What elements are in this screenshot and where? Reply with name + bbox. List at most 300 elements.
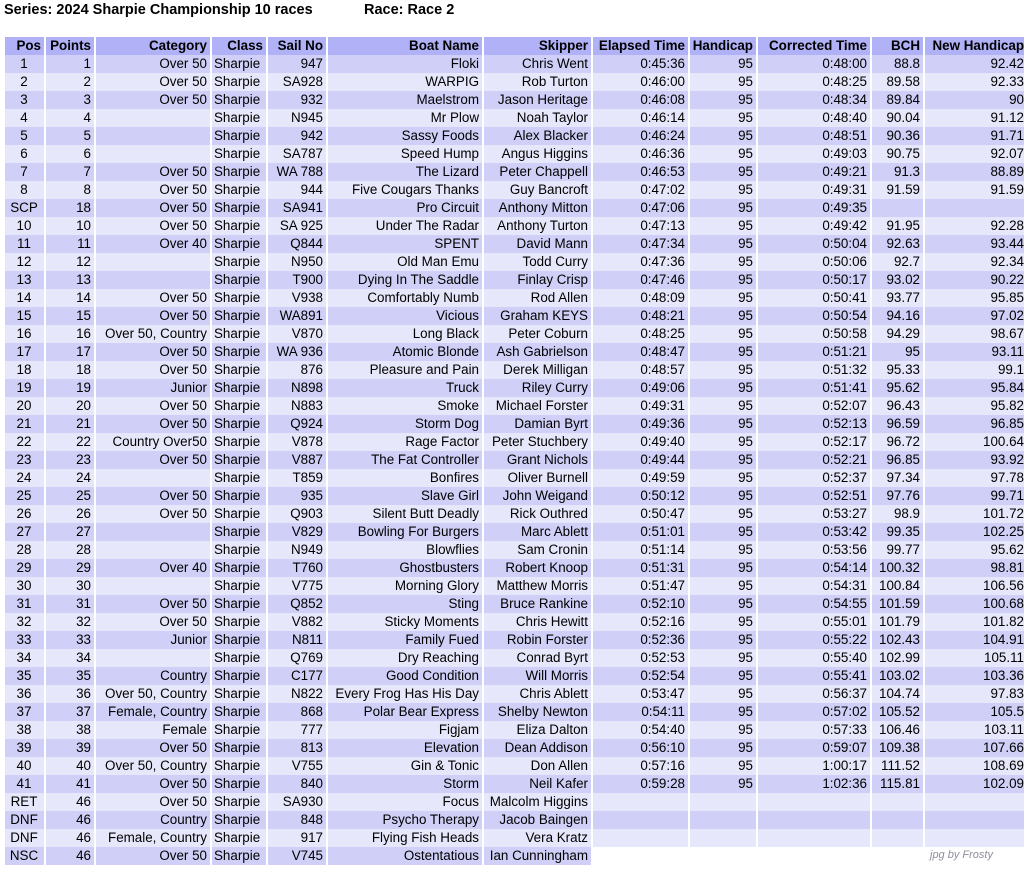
table-row <box>5 127 1024 145</box>
cell-corrected-time <box>758 829 870 847</box>
cell-category: Over 50 <box>96 451 210 469</box>
cell-boat-name: Floki <box>328 55 482 73</box>
cell-sail-no: N949 <box>268 541 326 559</box>
cell-points: 24 <box>46 469 94 487</box>
cell-sail-no: N811 <box>268 631 326 649</box>
cell-boat-name: Blowflies <box>328 541 482 559</box>
cell-skipper: Jacob Baingen <box>484 811 591 829</box>
cell-elapsed-time: 0:47:46 <box>593 271 688 289</box>
cell-handicap: 95 <box>690 145 756 163</box>
cell-class: Sharpie <box>212 289 266 307</box>
cell-handicap: 95 <box>690 379 756 397</box>
cell-elapsed-time: 0:46:00 <box>593 73 688 91</box>
cell-points: 40 <box>46 757 94 775</box>
cell-boat-name: Rage Factor <box>328 433 482 451</box>
cell-new-handicap: 101.82 <box>925 613 1024 631</box>
cell-category: Over 50 <box>96 739 210 757</box>
cell-skipper: Sam Cronin <box>484 541 591 559</box>
cell-class: Sharpie <box>212 91 266 109</box>
cell-bch: 96.43 <box>872 397 923 415</box>
cell-new-handicap: 103.11 <box>925 721 1024 739</box>
cell-corrected-time <box>758 847 870 865</box>
cell-boat-name: Flying Fish Heads <box>328 829 482 847</box>
cell-handicap: 95 <box>690 235 756 253</box>
column-header-skipper: Skipper <box>484 37 591 55</box>
cell-corrected-time: 0:53:42 <box>758 523 870 541</box>
cell-handicap: 95 <box>690 397 756 415</box>
cell-skipper: Will Morris <box>484 667 591 685</box>
cell-sail-no: Q924 <box>268 415 326 433</box>
cell-class: Sharpie <box>212 109 266 127</box>
cell-boat-name: Sting <box>328 595 482 613</box>
cell-new-handicap: 95.85 <box>925 289 1024 307</box>
cell-sail-no: N883 <box>268 397 326 415</box>
cell-class: Sharpie <box>212 343 266 361</box>
cell-points: 46 <box>46 829 94 847</box>
cell-category <box>96 649 210 667</box>
table-row <box>5 55 1024 73</box>
cell-boat-name: Gin & Tonic <box>328 757 482 775</box>
cell-bch: 90.04 <box>872 109 923 127</box>
cell-bch: 104.74 <box>872 685 923 703</box>
cell-elapsed-time: 0:51:47 <box>593 577 688 595</box>
cell-bch: 109.38 <box>872 739 923 757</box>
cell-handicap: 95 <box>690 199 756 217</box>
cell-category: Female <box>96 721 210 739</box>
cell-elapsed-time: 0:48:21 <box>593 307 688 325</box>
table-row <box>5 523 1024 541</box>
table-row <box>5 289 1024 307</box>
cell-new-handicap: 88.89 <box>925 163 1024 181</box>
cell-new-handicap: 95.62 <box>925 541 1024 559</box>
cell-sail-no: V745 <box>268 847 326 865</box>
cell-handicap: 95 <box>690 289 756 307</box>
cell-bch: 101.59 <box>872 595 923 613</box>
cell-points: 10 <box>46 217 94 235</box>
cell-new-handicap: 93.11 <box>925 343 1024 361</box>
cell-new-handicap: 100.64 <box>925 433 1024 451</box>
cell-new-handicap: 97.78 <box>925 469 1024 487</box>
cell-handicap: 95 <box>690 109 756 127</box>
cell-skipper: Jason Heritage <box>484 91 591 109</box>
cell-boat-name: Truck <box>328 379 482 397</box>
cell-elapsed-time: 0:46:14 <box>593 109 688 127</box>
cell-skipper: Graham KEYS <box>484 307 591 325</box>
column-header-sail-no: Sail No <box>268 37 326 55</box>
cell-class: Sharpie <box>212 487 266 505</box>
cell-elapsed-time: 0:46:24 <box>593 127 688 145</box>
cell-sail-no: V775 <box>268 577 326 595</box>
cell-pos: 37 <box>5 703 44 721</box>
cell-bch: 91.95 <box>872 217 923 235</box>
cell-pos: 34 <box>5 649 44 667</box>
column-header-new-handicap: New Handicap <box>925 37 1024 55</box>
cell-pos: 12 <box>5 253 44 271</box>
cell-elapsed-time: 0:50:12 <box>593 487 688 505</box>
cell-pos: 20 <box>5 397 44 415</box>
cell-elapsed-time: 0:54:11 <box>593 703 688 721</box>
cell-class: Sharpie <box>212 253 266 271</box>
table-row <box>5 379 1024 397</box>
cell-points: 8 <box>46 181 94 199</box>
cell-boat-name: Pleasure and Pain <box>328 361 482 379</box>
cell-elapsed-time: 0:48:47 <box>593 343 688 361</box>
cell-sail-no: 868 <box>268 703 326 721</box>
cell-corrected-time: 0:48:40 <box>758 109 870 127</box>
cell-bch: 89.58 <box>872 73 923 91</box>
cell-bch <box>872 199 923 217</box>
cell-class: Sharpie <box>212 73 266 91</box>
cell-corrected-time: 0:50:41 <box>758 289 870 307</box>
cell-elapsed-time: 0:46:08 <box>593 91 688 109</box>
cell-bch: 115.81 <box>872 775 923 793</box>
cell-new-handicap: 104.91 <box>925 631 1024 649</box>
cell-corrected-time: 0:49:21 <box>758 163 870 181</box>
table-row <box>5 253 1024 271</box>
cell-class: Sharpie <box>212 55 266 73</box>
cell-class: Sharpie <box>212 595 266 613</box>
cell-elapsed-time: 0:53:47 <box>593 685 688 703</box>
cell-new-handicap: 107.66 <box>925 739 1024 757</box>
cell-pos: 23 <box>5 451 44 469</box>
cell-corrected-time: 0:55:22 <box>758 631 870 649</box>
cell-handicap: 95 <box>690 325 756 343</box>
cell-new-handicap: 99.1 <box>925 361 1024 379</box>
cell-class: Sharpie <box>212 127 266 145</box>
cell-boat-name: Figjam <box>328 721 482 739</box>
cell-class: Sharpie <box>212 721 266 739</box>
cell-points: 21 <box>46 415 94 433</box>
cell-skipper: Rick Outhred <box>484 505 591 523</box>
cell-handicap: 95 <box>690 613 756 631</box>
cell-elapsed-time: 0:47:13 <box>593 217 688 235</box>
cell-boat-name: Maelstrom <box>328 91 482 109</box>
cell-pos: 39 <box>5 739 44 757</box>
cell-elapsed-time: 0:47:36 <box>593 253 688 271</box>
cell-points: 41 <box>46 775 94 793</box>
cell-skipper: Rob Turton <box>484 73 591 91</box>
cell-new-handicap: 98.81 <box>925 559 1024 577</box>
cell-points: 13 <box>46 271 94 289</box>
cell-skipper: Chris Hewitt <box>484 613 591 631</box>
cell-sail-no: SA928 <box>268 73 326 91</box>
cell-corrected-time: 0:52:21 <box>758 451 870 469</box>
cell-sail-no: V870 <box>268 325 326 343</box>
cell-pos: 5 <box>5 127 44 145</box>
cell-elapsed-time: 0:46:53 <box>593 163 688 181</box>
cell-points: 17 <box>46 343 94 361</box>
cell-class: Sharpie <box>212 235 266 253</box>
cell-bch: 91.59 <box>872 181 923 199</box>
cell-handicap: 95 <box>690 523 756 541</box>
cell-new-handicap: 99.71 <box>925 487 1024 505</box>
cell-elapsed-time: 0:47:02 <box>593 181 688 199</box>
cell-skipper: Rod Allen <box>484 289 591 307</box>
cell-sail-no: 840 <box>268 775 326 793</box>
cell-sail-no: 935 <box>268 487 326 505</box>
cell-class: Sharpie <box>212 523 266 541</box>
table-row <box>5 667 1024 685</box>
cell-corrected-time: 0:50:04 <box>758 235 870 253</box>
cell-new-handicap: 103.36 <box>925 667 1024 685</box>
cell-corrected-time: 0:50:54 <box>758 307 870 325</box>
table-row <box>5 361 1024 379</box>
cell-sail-no: WA 788 <box>268 163 326 181</box>
cell-elapsed-time: 0:51:01 <box>593 523 688 541</box>
cell-skipper: Finlay Crisp <box>484 271 591 289</box>
cell-class: Sharpie <box>212 829 266 847</box>
cell-class: Sharpie <box>212 451 266 469</box>
cell-pos: 41 <box>5 775 44 793</box>
table-row <box>5 739 1024 757</box>
cell-corrected-time: 0:54:55 <box>758 595 870 613</box>
cell-elapsed-time: 0:47:34 <box>593 235 688 253</box>
cell-corrected-time: 0:55:41 <box>758 667 870 685</box>
cell-boat-name: Mr Plow <box>328 109 482 127</box>
cell-class: Sharpie <box>212 199 266 217</box>
cell-sail-no: 876 <box>268 361 326 379</box>
table-row <box>5 487 1024 505</box>
cell-pos: SCP <box>5 199 44 217</box>
cell-boat-name: Good Condition <box>328 667 482 685</box>
column-header-bch: BCH <box>872 37 923 55</box>
cell-corrected-time: 0:52:37 <box>758 469 870 487</box>
cell-pos: 8 <box>5 181 44 199</box>
cell-sail-no: 813 <box>268 739 326 757</box>
cell-sail-no: 917 <box>268 829 326 847</box>
cell-sail-no: V938 <box>268 289 326 307</box>
cell-handicap: 95 <box>690 685 756 703</box>
column-header-category: Category <box>96 37 210 55</box>
table-row <box>5 775 1024 793</box>
cell-boat-name: WARPIG <box>328 73 482 91</box>
cell-corrected-time: 0:48:00 <box>758 55 870 73</box>
cell-pos: DNF <box>5 811 44 829</box>
cell-sail-no: T760 <box>268 559 326 577</box>
cell-skipper: John Weigand <box>484 487 591 505</box>
cell-category: Over 50 <box>96 199 210 217</box>
cell-pos: 27 <box>5 523 44 541</box>
cell-corrected-time: 0:50:17 <box>758 271 870 289</box>
cell-elapsed-time: 0:49:44 <box>593 451 688 469</box>
cell-corrected-time: 0:57:02 <box>758 703 870 721</box>
column-header-boat-name: Boat Name <box>328 37 482 55</box>
cell-category: Over 50 <box>96 847 210 865</box>
cell-points: 25 <box>46 487 94 505</box>
cell-points: 22 <box>46 433 94 451</box>
cell-pos: 33 <box>5 631 44 649</box>
cell-points: 30 <box>46 577 94 595</box>
cell-corrected-time: 0:52:07 <box>758 397 870 415</box>
cell-corrected-time: 0:49:42 <box>758 217 870 235</box>
cell-pos: 14 <box>5 289 44 307</box>
cell-handicap: 95 <box>690 217 756 235</box>
cell-elapsed-time <box>593 829 688 847</box>
cell-handicap: 95 <box>690 127 756 145</box>
cell-corrected-time: 0:52:13 <box>758 415 870 433</box>
cell-boat-name: Sassy Foods <box>328 127 482 145</box>
cell-elapsed-time: 0:48:25 <box>593 325 688 343</box>
header-row <box>5 37 1024 55</box>
cell-category: Over 40 <box>96 559 210 577</box>
table-row <box>5 541 1024 559</box>
race-title: Race: Race 2 <box>364 2 455 18</box>
cell-pos: 11 <box>5 235 44 253</box>
cell-skipper: Noah Taylor <box>484 109 591 127</box>
cell-category <box>96 541 210 559</box>
cell-new-handicap: 92.42 <box>925 55 1024 73</box>
cell-new-handicap <box>925 829 1024 847</box>
cell-skipper: Shelby Newton <box>484 703 591 721</box>
cell-points: 15 <box>46 307 94 325</box>
cell-boat-name: Under The Radar <box>328 217 482 235</box>
cell-skipper: Marc Ablett <box>484 523 591 541</box>
cell-pos: 35 <box>5 667 44 685</box>
cell-points: 31 <box>46 595 94 613</box>
table-row <box>5 721 1024 739</box>
cell-pos: 40 <box>5 757 44 775</box>
cell-sail-no: Q903 <box>268 505 326 523</box>
cell-sail-no: SA787 <box>268 145 326 163</box>
cell-corrected-time: 0:53:27 <box>758 505 870 523</box>
cell-category: Junior <box>96 631 210 649</box>
cell-pos: 36 <box>5 685 44 703</box>
table-row <box>5 451 1024 469</box>
cell-corrected-time: 0:59:07 <box>758 739 870 757</box>
cell-skipper: Peter Chappell <box>484 163 591 181</box>
cell-new-handicap: 93.92 <box>925 451 1024 469</box>
cell-bch: 100.32 <box>872 559 923 577</box>
cell-sail-no: 848 <box>268 811 326 829</box>
cell-category: Over 50 <box>96 73 210 91</box>
cell-bch: 94.16 <box>872 307 923 325</box>
cell-elapsed-time: 0:52:10 <box>593 595 688 613</box>
cell-handicap: 95 <box>690 253 756 271</box>
cell-handicap: 95 <box>690 649 756 667</box>
cell-bch <box>872 811 923 829</box>
table-row <box>5 397 1024 415</box>
cell-corrected-time: 0:49:31 <box>758 181 870 199</box>
cell-class: Sharpie <box>212 271 266 289</box>
cell-boat-name: Dry Reaching <box>328 649 482 667</box>
results-table <box>3 37 1024 865</box>
table-row <box>5 91 1024 109</box>
cell-elapsed-time <box>593 847 688 865</box>
cell-pos: 16 <box>5 325 44 343</box>
series-title: Series: 2024 Sharpie Championship 10 races <box>4 2 313 18</box>
cell-handicap <box>690 829 756 847</box>
cell-points: 16 <box>46 325 94 343</box>
cell-new-handicap <box>925 199 1024 217</box>
cell-category: Over 50 <box>96 181 210 199</box>
cell-category: Country Over50 <box>96 433 210 451</box>
cell-skipper: Conrad Byrt <box>484 649 591 667</box>
cell-elapsed-time: 0:52:16 <box>593 613 688 631</box>
cell-skipper: Guy Bancroft <box>484 181 591 199</box>
cell-pos: 7 <box>5 163 44 181</box>
table-row <box>5 163 1024 181</box>
cell-boat-name: Dying In The Saddle <box>328 271 482 289</box>
cell-sail-no: Q844 <box>268 235 326 253</box>
cell-pos: 17 <box>5 343 44 361</box>
cell-points: 7 <box>46 163 94 181</box>
cell-skipper: Malcolm Higgins <box>484 793 591 811</box>
cell-pos: 13 <box>5 271 44 289</box>
cell-handicap: 95 <box>690 505 756 523</box>
cell-category: Over 50 <box>96 397 210 415</box>
cell-bch: 92.7 <box>872 253 923 271</box>
cell-elapsed-time: 0:51:31 <box>593 559 688 577</box>
table-row <box>5 433 1024 451</box>
cell-boat-name: Polar Bear Express <box>328 703 482 721</box>
cell-class: Sharpie <box>212 307 266 325</box>
cell-category: Female, Country <box>96 703 210 721</box>
cell-sail-no: SA941 <box>268 199 326 217</box>
cell-points: 20 <box>46 397 94 415</box>
table-row <box>5 685 1024 703</box>
cell-points: 1 <box>46 55 94 73</box>
cell-handicap: 95 <box>690 469 756 487</box>
cell-class: Sharpie <box>212 397 266 415</box>
cell-corrected-time: 0:51:21 <box>758 343 870 361</box>
cell-corrected-time: 0:48:51 <box>758 127 870 145</box>
cell-category: Junior <box>96 379 210 397</box>
page-header <box>4 2 454 22</box>
cell-category <box>96 577 210 595</box>
cell-skipper: Peter Coburn <box>484 325 591 343</box>
cell-category <box>96 523 210 541</box>
credit-watermark: jpg by Frosty <box>930 849 993 861</box>
column-header-elapsed-time: Elapsed Time <box>593 37 688 55</box>
cell-boat-name: The Lizard <box>328 163 482 181</box>
cell-boat-name: The Fat Controller <box>328 451 482 469</box>
cell-handicap: 95 <box>690 721 756 739</box>
cell-pos: 30 <box>5 577 44 595</box>
cell-corrected-time: 0:50:06 <box>758 253 870 271</box>
cell-points: 37 <box>46 703 94 721</box>
cell-elapsed-time: 0:54:40 <box>593 721 688 739</box>
table-row <box>5 613 1024 631</box>
cell-handicap: 95 <box>690 703 756 721</box>
cell-sail-no: 944 <box>268 181 326 199</box>
cell-skipper: Neil Kafer <box>484 775 591 793</box>
cell-bch: 99.77 <box>872 541 923 559</box>
cell-new-handicap: 91.12 <box>925 109 1024 127</box>
cell-pos: 4 <box>5 109 44 127</box>
cell-handicap: 95 <box>690 181 756 199</box>
cell-bch: 95.62 <box>872 379 923 397</box>
table-row <box>5 199 1024 217</box>
cell-pos: 28 <box>5 541 44 559</box>
cell-elapsed-time: 0:48:57 <box>593 361 688 379</box>
cell-bch: 88.8 <box>872 55 923 73</box>
cell-handicap: 95 <box>690 667 756 685</box>
cell-category: Over 50 <box>96 595 210 613</box>
cell-handicap: 95 <box>690 55 756 73</box>
cell-class: Sharpie <box>212 811 266 829</box>
cell-handicap: 95 <box>690 451 756 469</box>
cell-skipper: Ian Cunningham <box>484 847 591 865</box>
table-row <box>5 235 1024 253</box>
cell-class: Sharpie <box>212 379 266 397</box>
cell-bch: 90.75 <box>872 145 923 163</box>
cell-sail-no: V755 <box>268 757 326 775</box>
cell-handicap: 95 <box>690 577 756 595</box>
cell-class: Sharpie <box>212 325 266 343</box>
cell-points: 36 <box>46 685 94 703</box>
cell-skipper: Robert Knoop <box>484 559 591 577</box>
cell-sail-no: V829 <box>268 523 326 541</box>
